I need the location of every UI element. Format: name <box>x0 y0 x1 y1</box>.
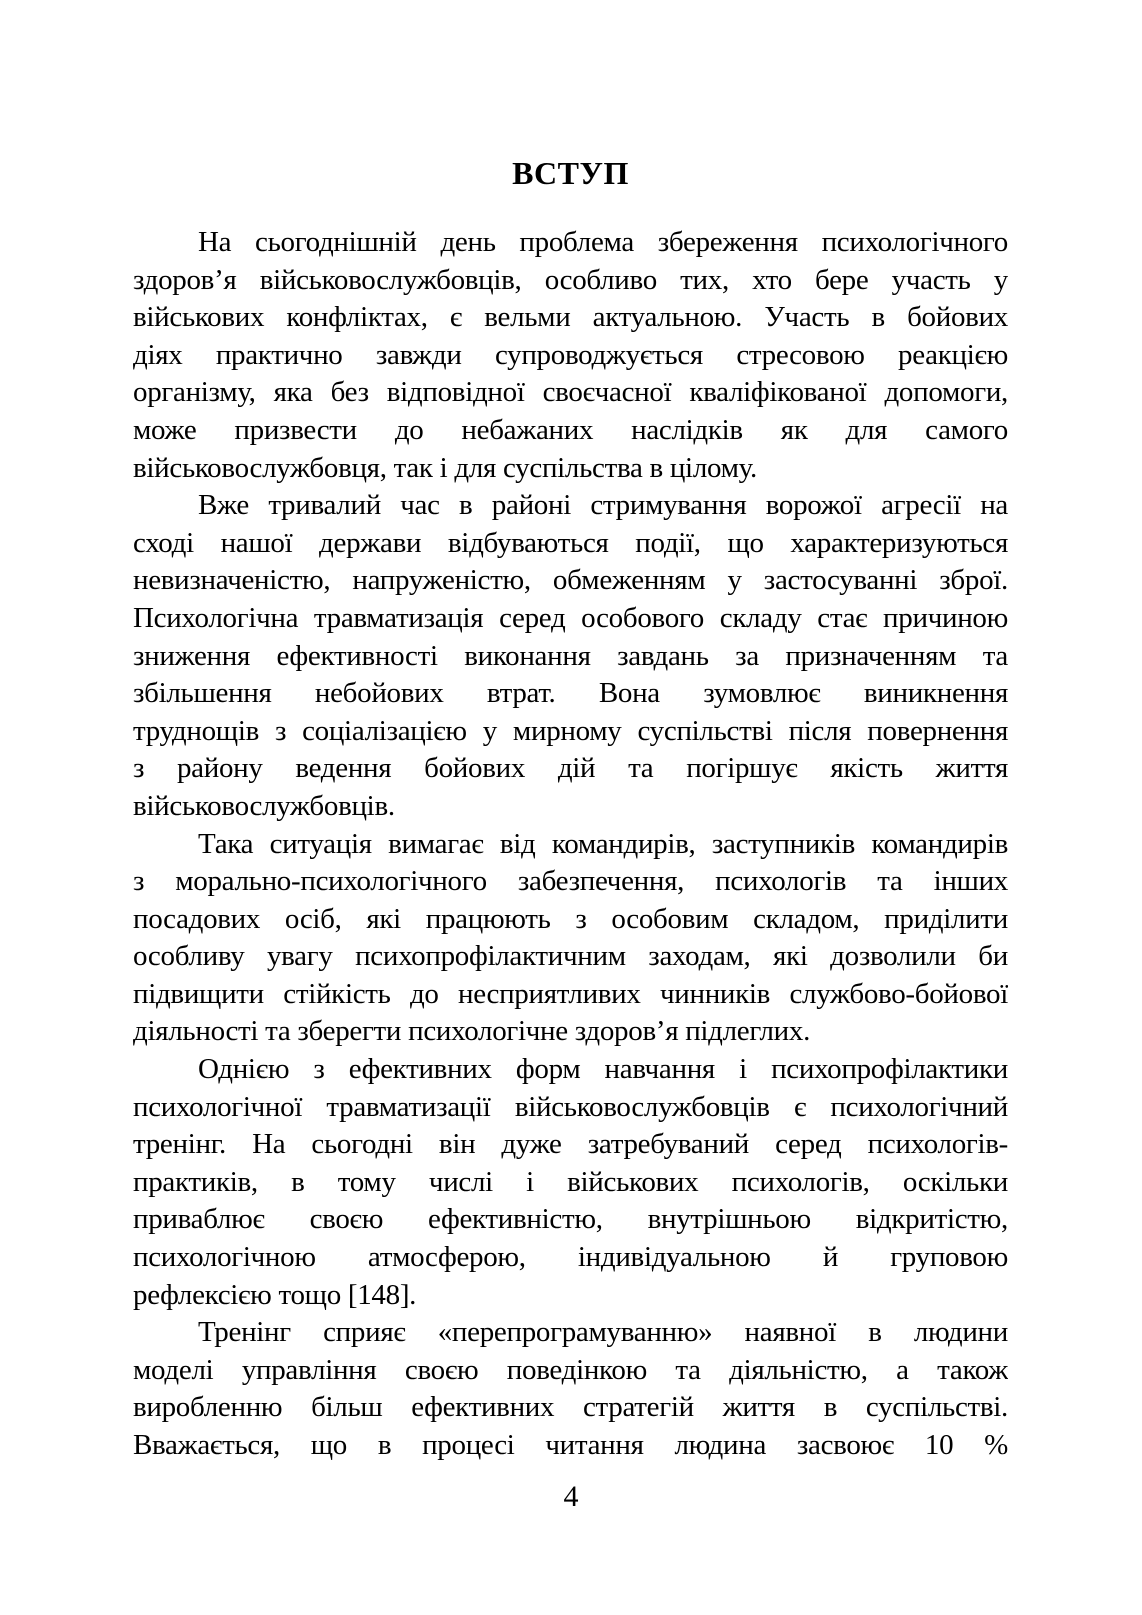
text-line: підвищити стійкість до несприятливих чинників службово-бойової <box>133 977 1008 1010</box>
text-line: військовослужбовця, так і для суспільства в цілому. <box>133 451 757 484</box>
body-text <box>133 224 1008 1465</box>
text-line: здоров’я військовослужбовців, особливо тих, хто бере участь у <box>133 263 1008 296</box>
text-line: може призвести до небажаних наслідків як для самого <box>133 413 1008 446</box>
text-line: організму, яка без відповідної своєчасної кваліфікованої допомоги, <box>133 376 1008 409</box>
text-line: особливу увагу психопрофілактичним заходам, які дозволили би <box>133 940 1008 973</box>
text-line: військових конфліктах, є вельми актуальною. Участь в бойових <box>133 301 1008 334</box>
text-line: військовослужбовців. <box>133 789 395 822</box>
text-line: виробленню більш ефективних стратегій життя в суспільстві. <box>133 1391 1008 1424</box>
text-line: психологічної травматизації військовослужбовців є психологічний <box>133 1090 1008 1123</box>
paragraph <box>133 1314 1008 1464</box>
text-line: моделі управління своєю поведінкою та діяльністю, а також <box>133 1353 1008 1386</box>
text-line: Така ситуація вимагає від командирів, заступників командирів <box>198 827 1008 860</box>
text-line: зниження ефективності виконання завдань за призначенням та <box>133 639 1008 672</box>
text-line: психологічною атмосферою, індивідуальною й груповою <box>133 1241 1008 1274</box>
text-line: з району ведення бойових дій та погіршує якість життя <box>133 752 1008 785</box>
page-title: ВСТУП <box>512 155 629 191</box>
paragraph <box>133 826 1008 1052</box>
text-line: Психологічна травматизація серед особового складу стає причиною <box>133 601 1008 634</box>
text-line: практиків, в тому числі і військових психологів, оскільки <box>133 1165 1008 1198</box>
text-line: Вважається, що в процесі читання людина засвоює 10 % <box>133 1429 1008 1461</box>
page-number: 4 <box>563 1480 579 1513</box>
text-line: сході нашої держави відбуваються події, що характеризуються <box>133 526 1008 559</box>
text-line: збільшення небойових втрат. Вона зумовлює виникнення <box>133 677 1008 710</box>
text-line: труднощів з соціалізацією у мирному суспільстві після повернення <box>133 714 1008 747</box>
text-line: тренінг. На сьогодні він дуже затребуваний серед психологів- <box>133 1128 1008 1161</box>
text-line: посадових осіб, які працюють з особовим складом, приділити <box>133 902 1008 935</box>
text-line: з морально-психологічного забезпечення, психологів та інших <box>133 865 1008 898</box>
text-line: діях практично завжди супроводжується стресовою реакцією <box>133 338 1008 371</box>
text-line: На сьогоднішній день проблема збереження психологічного <box>198 226 1008 258</box>
text-line: невизначеністю, напруженістю, обмеженням у застосуванні зброї. <box>133 564 1008 597</box>
text-line: діяльності та зберегти психологічне здоров’я підлеглих. <box>133 1015 811 1048</box>
paragraph <box>133 487 1008 825</box>
text-line: Тренінг сприяє «перепрограмуванню» наявної в людини <box>198 1316 1008 1349</box>
paragraph <box>133 1051 1008 1314</box>
text-line: рефлексією тощо [148]. <box>133 1278 417 1311</box>
text-line: Однією з ефективних форм навчання і психопрофілактики <box>198 1053 1008 1086</box>
text-line: приваблює своєю ефективністю, внутрішньою відкритістю, <box>133 1203 1008 1236</box>
text-line: Вже тривалий час в районі стримування ворожої агресії на <box>198 489 1008 522</box>
paragraph <box>133 224 1008 487</box>
